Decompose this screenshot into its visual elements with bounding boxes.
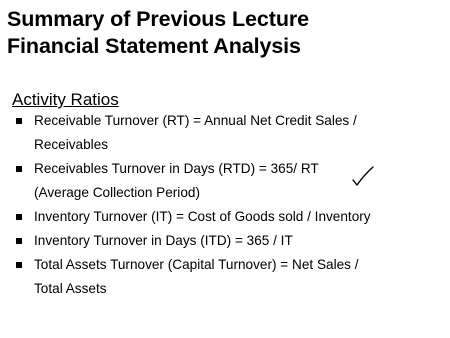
bullet-line: Inventory Turnover (IT) = Cost of Goods sold / Inventory xyxy=(34,209,371,224)
bullet-line: Receivables Turnover in Days (RTD) = 365/ RT xyxy=(34,161,319,176)
slide-title xyxy=(7,6,309,60)
bullet-item-receivables-turnover-days xyxy=(16,157,371,205)
square-bullet-icon xyxy=(16,118,22,124)
title-line-1: Summary of Previous Lecture xyxy=(7,7,309,31)
bullet-line: Receivables xyxy=(34,137,109,152)
square-bullet-icon xyxy=(16,238,22,244)
title-line-2: Financial Statement Analysis xyxy=(7,34,301,58)
bullet-line: Inventory Turnover in Days (ITD) = 365 / IT xyxy=(34,233,293,248)
section-heading: Activity Ratios xyxy=(12,90,119,109)
bullet-item-receivable-turnover xyxy=(16,109,371,157)
bullet-item-inventory-turnover xyxy=(16,205,371,229)
bullet-line: Total Assets Turnover (Capital Turnover) = Net Sales / xyxy=(34,257,359,272)
bullet-line: Total Assets xyxy=(34,281,107,296)
checkmark-icon xyxy=(351,165,375,187)
square-bullet-icon xyxy=(16,262,22,268)
bullet-item-inventory-turnover-days xyxy=(16,229,371,253)
bullet-list xyxy=(16,109,371,301)
bullet-line: (Average Collection Period) xyxy=(34,185,200,200)
bullet-line: Receivable Turnover (RT) = Annual Net Credit Sales / xyxy=(34,113,357,128)
square-bullet-icon xyxy=(16,214,22,220)
bullet-item-total-assets-turnover xyxy=(16,253,371,301)
square-bullet-icon xyxy=(16,166,22,172)
